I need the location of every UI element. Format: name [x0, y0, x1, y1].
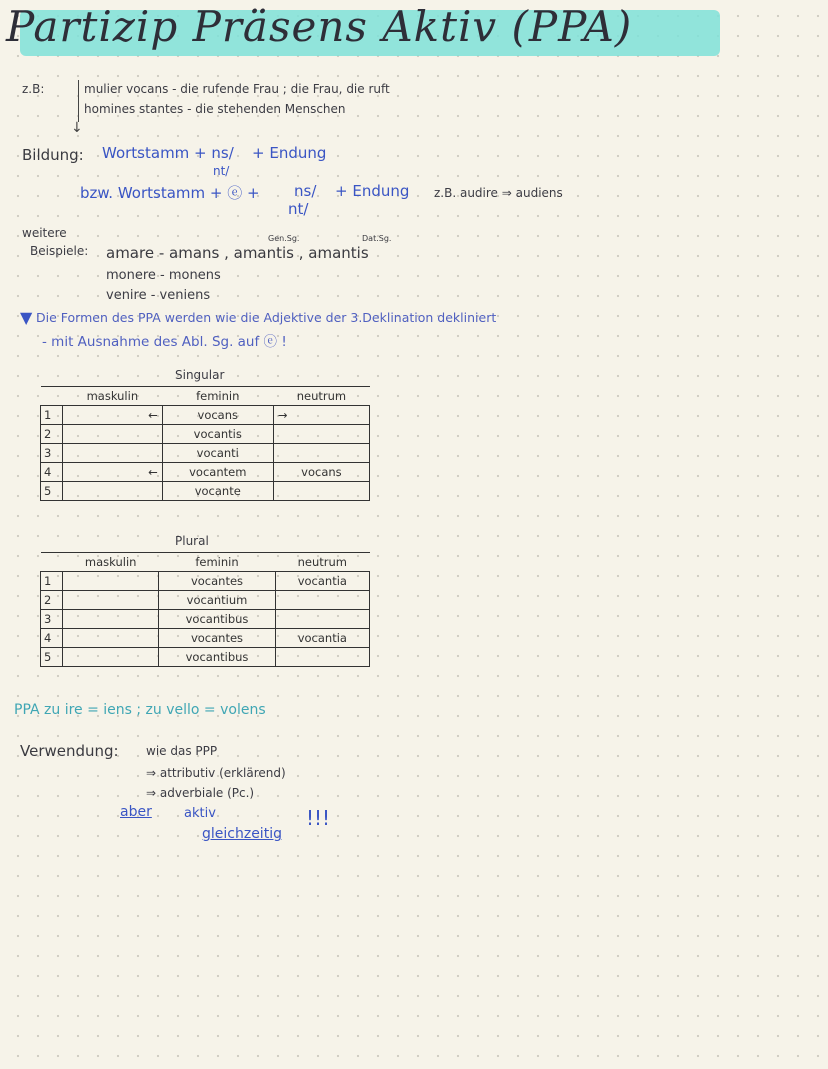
verwendung-line-3: ⇒ adverbiale (Pc.) [146, 786, 255, 800]
bildung-line1-c: + Endung [252, 144, 327, 162]
header-blank [41, 387, 63, 406]
table-row: 4 ← vocantem vocans [41, 463, 370, 482]
example-line-1: mulier vocans - die rufende Frau ; die Frau, die ruft [84, 82, 390, 96]
dat-label: Dat.Sg. [362, 234, 392, 243]
bildung-example: z.B. audire ⇒ audiens [434, 186, 563, 200]
table-row: 1 vocantes vocantia [41, 572, 370, 591]
aktiv-label: aktiv [184, 806, 216, 821]
beispiele-label-2: Beispiele: [30, 244, 89, 258]
header-feminin: feminin [162, 387, 273, 406]
bildung-line2-a: bzw. Wortstamm + ⓔ + [80, 184, 260, 202]
bildung-line1-a: Wortstamm + ns/ [102, 144, 234, 162]
page-title: Partizip Präsens Aktiv (PPA) [6, 2, 633, 51]
table-row: 2 vocantium [41, 591, 370, 610]
aber-label: aber [120, 804, 152, 820]
bildung-line2-d: + Endung [335, 182, 410, 200]
example-label: z.B: [22, 82, 45, 96]
verwendung-label: Verwendung: [20, 742, 119, 760]
gen-label: Gen.Sg. [268, 234, 300, 243]
beispiel-row-1: amare - amans , amantis , amantis [106, 244, 369, 262]
bildung-line2-c: nt/ [288, 200, 309, 218]
beispiel-row-2: monere - monens [106, 268, 221, 283]
example-line-2: homines stantes - die stehenden Menschen [84, 102, 346, 116]
table-row: 5 vocante [41, 482, 370, 501]
table-row: 5 vocantibus [41, 648, 370, 667]
warning-icon: ▼ [20, 308, 33, 327]
table-row: 1 ← vocans → [41, 406, 370, 425]
bildung-line1-b: nt/ [213, 164, 230, 178]
header-blank [41, 553, 63, 572]
table-row: 3 vocantibus [41, 610, 370, 629]
verwendung-line-1: wie das PPP [146, 744, 218, 758]
note-line-1: Die Formen des PPA werden wie die Adjektive der 3.Deklination dekliniert [36, 310, 497, 325]
header-neutrum: neutrum [275, 553, 369, 572]
header-maskulin: maskulin [63, 553, 159, 572]
singular-table [40, 386, 370, 501]
plural-table [40, 552, 370, 667]
bildung-label: Bildung: [22, 146, 84, 164]
singular-title: Singular [175, 368, 225, 382]
gleichzeitig-label: gleichzeitig [202, 826, 282, 842]
table-row: 4 vocantes vocantia [41, 629, 370, 648]
beispiele-label-1: weitere [22, 226, 67, 240]
down-arrow-icon: ↓ [71, 120, 83, 136]
table-row: 2 vocantis [41, 425, 370, 444]
header-maskulin: maskulin [63, 387, 163, 406]
note-line-2: - mit Ausnahme des Abl. Sg. auf ⓔ ! [42, 334, 287, 350]
beispiel-row-3: venire - veniens [106, 288, 211, 303]
exclamation-marks: !!! [306, 806, 331, 830]
header-neutrum: neutrum [273, 387, 369, 406]
example-bracket [78, 80, 79, 122]
bildung-line2-b: ns/ [294, 182, 317, 200]
plural-title: Plural [175, 534, 209, 548]
header-feminin: feminin [159, 553, 275, 572]
ppa-line: PPA zu ire = iens ; zu vello = volens [14, 702, 266, 718]
verwendung-line-2: ⇒ attributiv (erklärend) [146, 766, 286, 780]
table-row: 3 vocanti [41, 444, 370, 463]
